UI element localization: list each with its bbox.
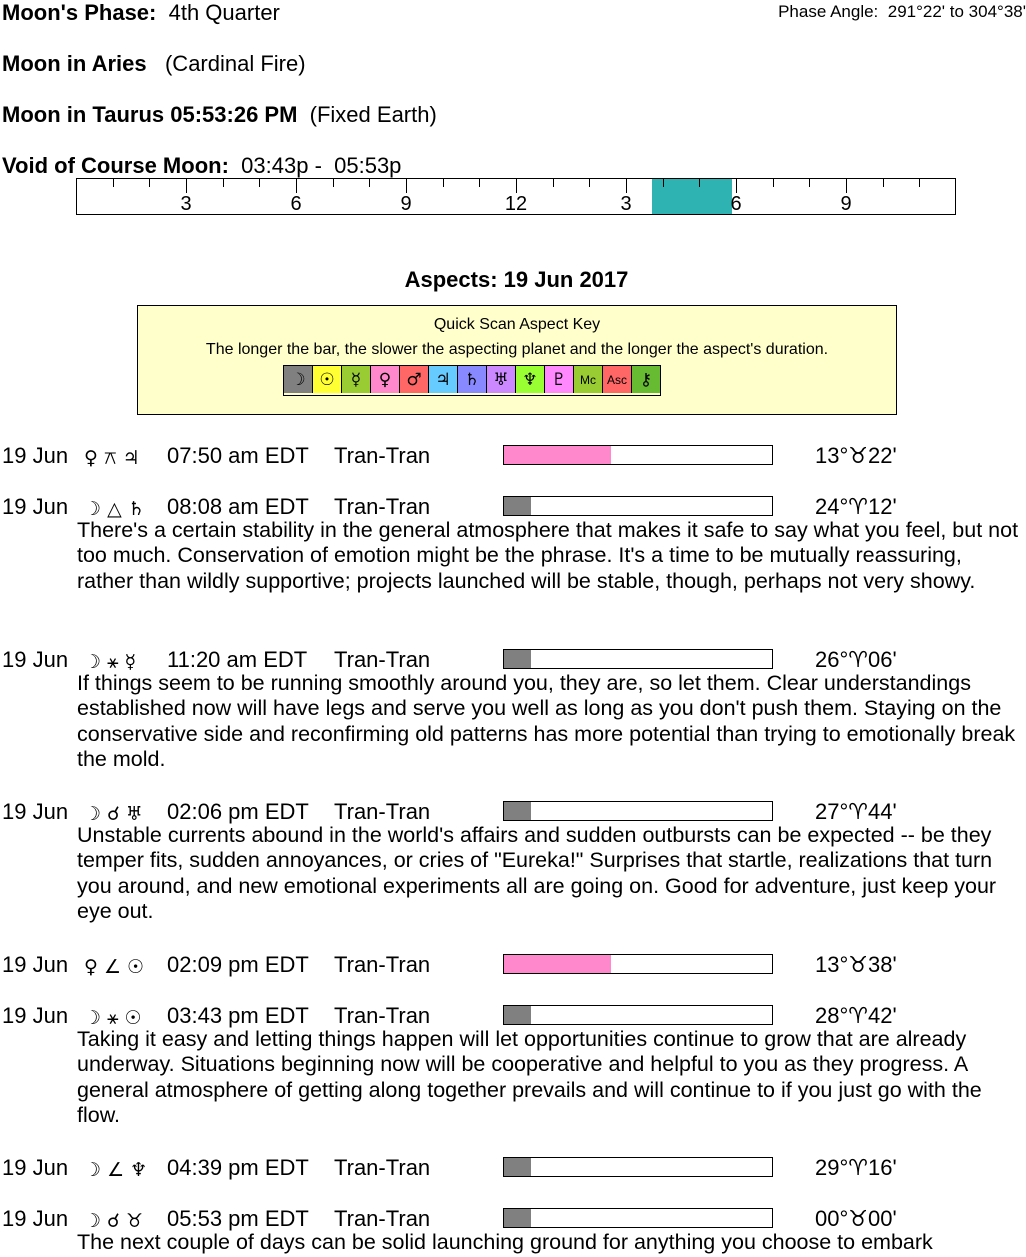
aspect-glyphs: ☽ ⚹ ☿ — [84, 651, 137, 673]
aspect-description: If things seem to be running smoothly around you, they are, so let them. Clear understandings established now will have legs and serve you well as long as you don't push them. Staying on the conservative side and reconfirming old patterns has more potential than trying to emotionally break the mold. — [77, 671, 1016, 772]
void-of-course-period — [652, 179, 731, 214]
aspects-title: Aspects: 19 Jun 2017 — [404, 267, 629, 292]
timeline-tick — [919, 179, 920, 187]
aspect-type: Tran-Tran — [334, 494, 431, 519]
aspect-description: Unstable currents abound in the world's affairs and sudden outbursts can be expected -- be they temper fits, sudden annoyances, or cries of "Eureka!" Surprises that startle, realizations that turn you around, and new emotional experiments all are going on. Good for adventure, just keep your eye out. — [77, 823, 997, 924]
timeline-tick — [626, 179, 627, 193]
phase-angle-label: Phase Angle: — [778, 2, 879, 21]
saturn-icon: ♄ — [458, 366, 487, 393]
timeline-tick — [369, 179, 370, 187]
timeline-tick — [223, 179, 224, 187]
voc-separator: - — [314, 153, 322, 178]
timeline-tick — [113, 179, 114, 187]
aspect-glyphs: ♀ ∠ ☉ — [84, 956, 145, 978]
timeline-tick — [259, 179, 260, 187]
chiron-icon: ⚷ — [632, 366, 660, 393]
venus-icon: ♀ — [371, 366, 400, 393]
aspect-position: 27°♈44' — [815, 799, 897, 824]
timeline-tick — [553, 179, 554, 187]
phase-angle-value: 291°22' to 304°38' — [887, 2, 1026, 21]
aspect-duration-fill — [504, 650, 531, 668]
aspect-date: 19 Jun — [2, 494, 69, 519]
timeline-hour-label: 12 — [504, 193, 528, 215]
timeline-tick — [443, 179, 444, 187]
timeline-tick — [296, 179, 297, 193]
aspect-duration-fill — [504, 1006, 531, 1024]
aspect-duration-fill — [504, 446, 611, 464]
timeline-hour-label: 3 — [180, 193, 192, 215]
timeline-hour-label: 6 — [290, 193, 302, 215]
aspect-duration-bar — [503, 445, 773, 465]
sun-icon: ☉ — [313, 366, 342, 393]
aspect-type: Tran-Tran — [334, 1155, 431, 1180]
aspect-date: 19 Jun — [2, 647, 69, 672]
aspect-type: Tran-Tran — [334, 1206, 431, 1231]
mars-icon: ♂ — [400, 366, 429, 393]
aspect-position: 24°♈12' — [815, 494, 897, 519]
aspect-key-description: The longer the bar, the slower the aspecting planet and the longer the aspect's duration. — [205, 341, 829, 358]
aspect-position: 28°♈42' — [815, 1003, 897, 1028]
timeline-tick — [809, 179, 810, 187]
aspect-duration-fill — [504, 955, 611, 973]
moon-phase-value: 4th Quarter — [168, 0, 280, 25]
timeline-tick — [773, 179, 774, 187]
moon-icon: ☽ — [284, 366, 313, 393]
aspect-duration-bar — [503, 496, 773, 516]
pluto-icon: ♇ — [545, 366, 574, 393]
timeline-tick — [699, 179, 700, 187]
aspect-time: 03:43 pm EDT — [167, 1003, 309, 1028]
aspect-time: 04:39 pm EDT — [167, 1155, 309, 1180]
aspect-type: Tran-Tran — [334, 647, 431, 672]
moon-sign-element: (Cardinal Fire) — [164, 51, 306, 76]
jupiter-icon: ♃ — [429, 366, 458, 393]
aspect-date: 19 Jun — [2, 1206, 69, 1231]
aspect-date: 19 Jun — [2, 1155, 69, 1180]
aspect-duration-fill — [504, 1209, 531, 1227]
aspect-time: 02:09 pm EDT — [167, 952, 309, 977]
void-of-course-line — [2, 153, 401, 179]
uranus-icon: ♅ — [487, 366, 516, 393]
timeline-tick — [406, 179, 407, 193]
timeline-tick — [333, 179, 334, 187]
timeline-hour-label: 9 — [400, 193, 412, 215]
aspect-glyphs: ☽ ∠ ♆ — [84, 1159, 148, 1181]
moon-phase-label: Moon's Phase: — [2, 0, 157, 25]
aspect-glyphs: ♀ ⚻ ♃ — [84, 447, 140, 469]
aspect-position: 00°♉00' — [815, 1206, 897, 1231]
aspect-time: 02:06 pm EDT — [167, 799, 309, 824]
timeline-tick — [589, 179, 590, 187]
moon-ingress-element: (Fixed Earth) — [309, 102, 437, 127]
moon-sign-label: Moon in Aries — [2, 51, 147, 76]
aspect-time: 05:53 pm EDT — [167, 1206, 309, 1231]
aspect-position: 26°♈06' — [815, 647, 897, 672]
aspect-duration-bar — [503, 1157, 773, 1177]
ascendant-icon: Asc — [603, 366, 632, 393]
aspect-glyphs: ☽ ⚹ ☉ — [84, 1007, 142, 1029]
timeline-tick — [663, 179, 664, 187]
aspect-date: 19 Jun — [2, 443, 69, 468]
aspect-duration-bar — [503, 954, 773, 974]
timeline-hour-label: 9 — [840, 193, 852, 215]
aspect-date: 19 Jun — [2, 952, 69, 977]
aspect-glyphs: ☽ ☌ ♉ — [84, 1210, 143, 1232]
timeline-tick — [846, 179, 847, 193]
void-of-course-timeline — [76, 178, 956, 215]
moon-sign-line — [2, 51, 306, 77]
aspect-position: 13°♉38' — [815, 952, 897, 977]
aspect-glyphs: ☽ △ ♄ — [84, 498, 145, 520]
timeline-tick — [186, 179, 187, 193]
timeline-tick — [883, 179, 884, 187]
aspect-type: Tran-Tran — [334, 799, 431, 824]
aspect-duration-fill — [504, 497, 531, 515]
aspect-duration-bar — [503, 801, 773, 821]
aspect-description: Taking it easy and letting things happen will let opportunities continue to grow that are already underway. Situations beginning now will be cooperative and helpful to you as they progress. A general atmosphere of getting along together prevails and will continue to if you just go with the flow. — [77, 1027, 982, 1128]
timeline-tick — [516, 179, 517, 193]
aspect-position: 29°♈16' — [815, 1155, 897, 1180]
timeline-tick — [479, 179, 480, 187]
aspect-time: 11:20 am EDT — [167, 647, 308, 672]
moon-ingress-line — [2, 102, 437, 128]
aspect-duration-bar — [503, 649, 773, 669]
moon-ingress-label: Moon in Taurus 05:53:26 PM — [2, 102, 298, 127]
aspect-time: 07:50 am EDT — [167, 443, 309, 468]
voc-start: 03:43p — [241, 153, 309, 178]
phase-angle — [778, 2, 1026, 22]
aspect-key-title: Quick Scan Aspect Key — [433, 316, 601, 333]
aspect-position: 13°♉22' — [815, 443, 897, 468]
aspect-type: Tran-Tran — [334, 443, 431, 468]
aspect-date: 19 Jun — [2, 1003, 69, 1028]
void-of-course-label: Void of Course Moon: — [2, 153, 229, 178]
mercury-icon: ☿ — [342, 366, 371, 393]
aspect-description: There's a certain stability in the general atmosphere that makes it safe to say what you feel, but not too much. Conservation of emotion might be the phrase. It's a time to be mutually reassuring, rather than wildly supportive; projects launched will be stable, though, perhaps not very showy. — [77, 518, 1019, 593]
neptune-icon: ♆ — [516, 366, 545, 393]
voc-end: 05:53p — [334, 153, 402, 178]
aspect-glyphs: ☽ ☌ ♅ — [84, 803, 143, 825]
aspect-duration-fill — [504, 802, 531, 820]
timeline-tick — [736, 179, 737, 193]
aspect-key-box — [137, 305, 897, 415]
aspect-type: Tran-Tran — [334, 952, 431, 977]
timeline-hour-label: 3 — [620, 193, 632, 215]
timeline-tick — [149, 179, 150, 187]
aspect-time: 08:08 am EDT — [167, 494, 309, 519]
aspect-date: 19 Jun — [2, 799, 69, 824]
aspect-duration-bar — [503, 1208, 773, 1228]
aspect-key-glyphs — [283, 365, 661, 396]
aspect-duration-bar — [503, 1005, 773, 1025]
timeline-hour-label: 6 — [730, 193, 742, 215]
aspect-type: Tran-Tran — [334, 1003, 431, 1028]
aspect-description: The next couple of days can be solid launching ground for anything you choose to embark — [77, 1230, 933, 1254]
midheaven-icon: Mc — [574, 366, 603, 393]
aspect-duration-fill — [504, 1158, 531, 1176]
moon-phase-line — [2, 0, 280, 26]
